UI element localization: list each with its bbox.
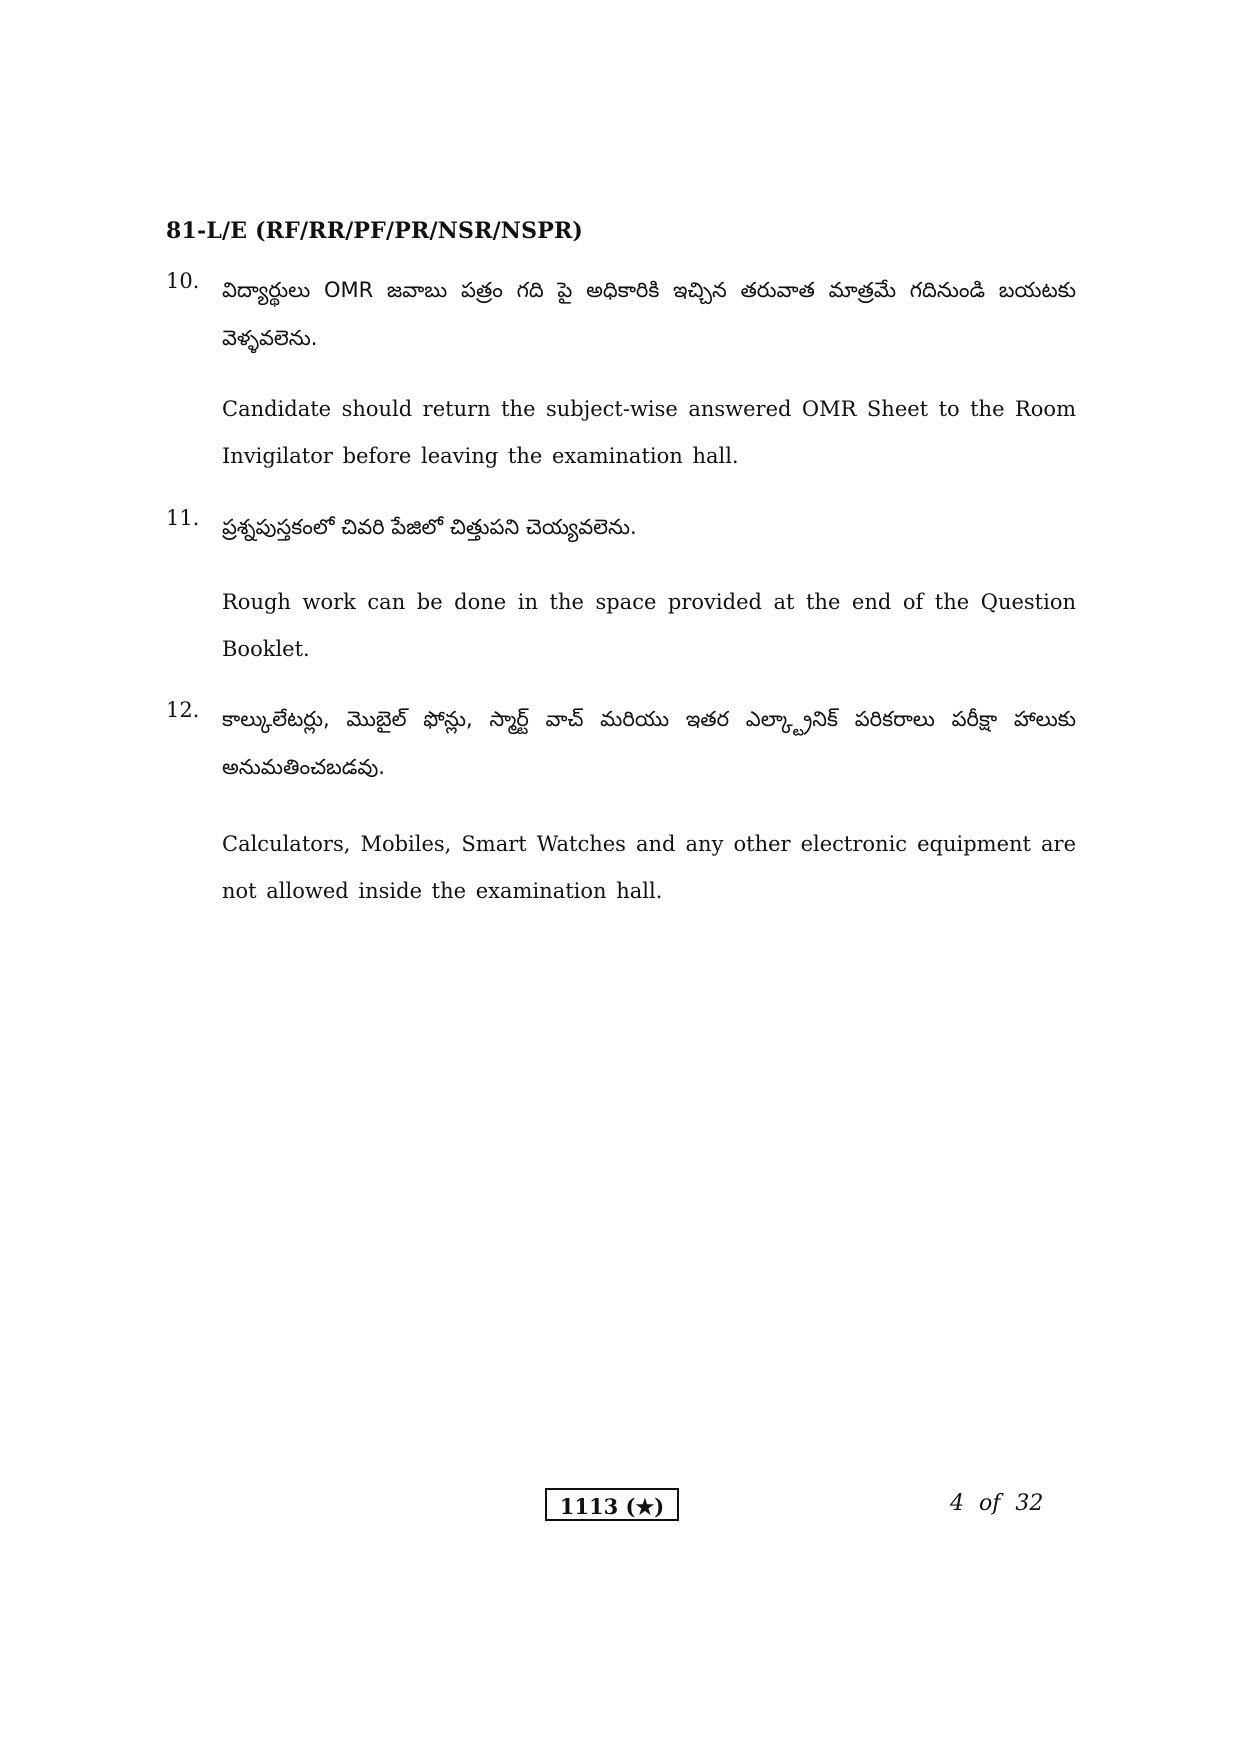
telugu-instruction: ప్రశ్నపుస్తకంలో చివరి పేజిలో చిత్తుపని చెయ్యవలెను. (222, 515, 637, 539)
item-number: 10. (166, 269, 200, 293)
english-instruction: Candidate should return the subject-wise answered OMR Sheet to the Room Invigilator before leaving the examination hall. (222, 397, 1076, 468)
item-body (222, 695, 1076, 915)
item-body (222, 503, 1076, 673)
english-instruction: Calculators, Mobiles, Smart Watches and any other electronic equipment are not allowed inside the examination hall. (222, 832, 1076, 903)
english-instruction: Rough work can be done in the space provided at the end of the Question Booklet. (222, 590, 1076, 661)
item-number: 12. (166, 698, 200, 722)
telugu-instruction: కాల్కులేటర్లు, మొబైల్ ఫోన్లు, స్మార్ట్ వాచ్ మరియు ఇతర ఎల్క్ట్రానిక్ పరికరాలు పరీక్షా హాలుకు అనుమతించబడవు. (222, 707, 1076, 779)
telugu-instruction: విద్యార్థులు OMR జవాబు పత్రం గది పై అధికారికి ఇచ్చిన తరువాత మాత్రమే గదినుండి బయటకు వెళ్ళవలెను. (222, 278, 1076, 350)
item-body (222, 266, 1076, 480)
page-header-code: 81-L/E (RF/RR/PF/PR/NSR/NSPR) (166, 218, 584, 244)
booklet-code-box: 1113 (★) (545, 1488, 679, 1521)
instruction-item-10 (166, 266, 1076, 480)
page-number: 4 of 32 (950, 1491, 1044, 1516)
instruction-item-11 (166, 503, 1076, 673)
instruction-item-12 (166, 695, 1076, 915)
item-number: 11. (166, 506, 200, 530)
